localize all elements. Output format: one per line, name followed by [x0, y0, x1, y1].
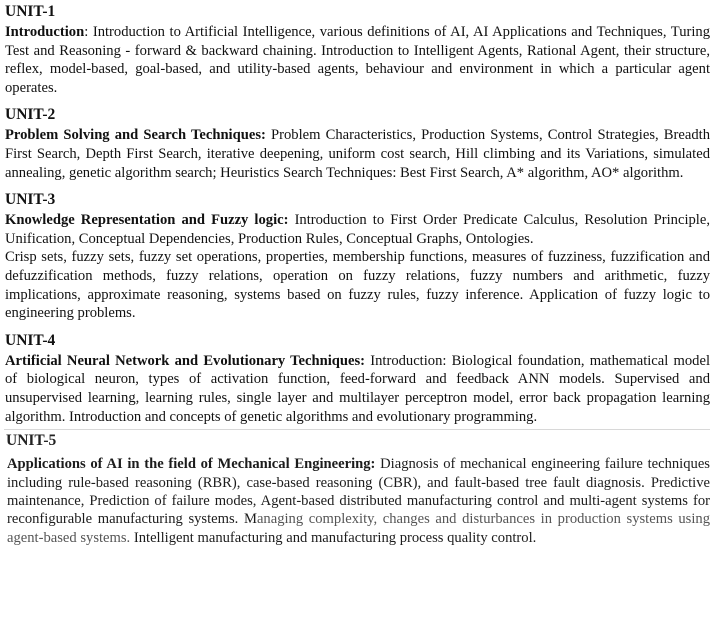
unit-3-body: [5, 211, 710, 248]
unit-4-text: Introduction: Biological foundation, mathematical model of biological neuron, types of activation function, feed-forward and feedback ANN models. Supervised and unsupervised learning, learning rules, single layer and multilayer perceptron model, error back propagation learning algorithm. Introduction and concepts of genetic algorithms and evolutionary programming.: [5, 352, 710, 425]
unit-2-lead: Problem Solving and Search Techniques:: [5, 127, 266, 144]
unit-3-lead: Knowledge Representation and Fuzzy logic:: [5, 212, 289, 229]
unit-3-body-fuzzy: Crisp sets, fuzzy sets, fuzzy set operations, properties, membership functions, measures of fuzziness, fuzzification and defuzzification methods, fuzzy relations, operation on fuzzy relations, fuzzy numbers and arithmetic, fuzzy implications, approximate reasoning, systems based on fuzzy rules, fuzzy inference. Application of fuzzy logic to engineering problems.: [5, 249, 710, 322]
unit-1-lead: Introduction: [5, 24, 85, 40]
unit-2-heading: UNIT-2: [5, 106, 56, 124]
unit-4-heading: UNIT-4: [5, 331, 56, 349]
unit-1-text: : Introduction to Artificial Intelligence, various definitions of AI, AI Applications and Techniques, Turing Test and Reasoning - forward & backward chaining. Introduction to Intelligent Agents, Rational Agent, their structure, reflex, model-based, goal-based, and utility-based agents, behaviour and environment in which a particular agent operates.: [5, 24, 710, 96]
unit-4-section: [5, 331, 710, 426]
unit-5-text-faded: anaging complexity, changes and disturbances in production systems using agent-based systems.: [7, 511, 711, 546]
unit-1-body: [5, 23, 710, 97]
unit-2-body: [5, 126, 710, 182]
unit-5-body: [4, 455, 710, 547]
unit-5-heading: UNIT-5: [6, 432, 57, 450]
unit-2-text: Problem Characteristics, Production Systems, Control Strategies, Breadth First Search, Depth First Search, iterative deepening, uniform cost search, Hill climbing and its Variations, simulated annealing, genetic algorithm search; Heuristics Search Techniques: Best First Search, A* algorithm, AO* algorithm.: [5, 127, 710, 181]
unit-5-text-end: Intelligent manufacturing and manufacturing process quality control.: [130, 529, 537, 546]
unit-2-section: [5, 105, 710, 182]
unit-3-heading: UNIT-3: [5, 191, 56, 209]
unit-5-section: [4, 429, 710, 547]
unit-1-section: [5, 2, 710, 97]
unit-1-heading: UNIT-1: [5, 3, 56, 20]
unit-4-body: [5, 352, 710, 426]
unit-5-lead: Applications of AI in the field of Mechanical Engineering:: [7, 456, 376, 473]
unit-3-section: [5, 190, 710, 323]
unit-3-text: Introduction to First Order Predicate Calculus, Resolution Principle, Unification, Conceptual Dependencies, Production Rules, Conceptual Graphs, Ontologies.: [5, 212, 710, 247]
unit-4-lead: Artificial Neural Network and Evolutionary Techniques:: [5, 352, 366, 369]
unit-5-text: Diagnosis of mechanical engineering failure techniques including rule-based reasoning (RBR), case-based reasoning (CBR), and fault-based tree fault diagnosis. Predictive maintenance, Prediction of failure modes, Agent-based distributed manufacturing control and multi-agent systems for reconfigurable manufacturing systems. M: [7, 456, 710, 528]
